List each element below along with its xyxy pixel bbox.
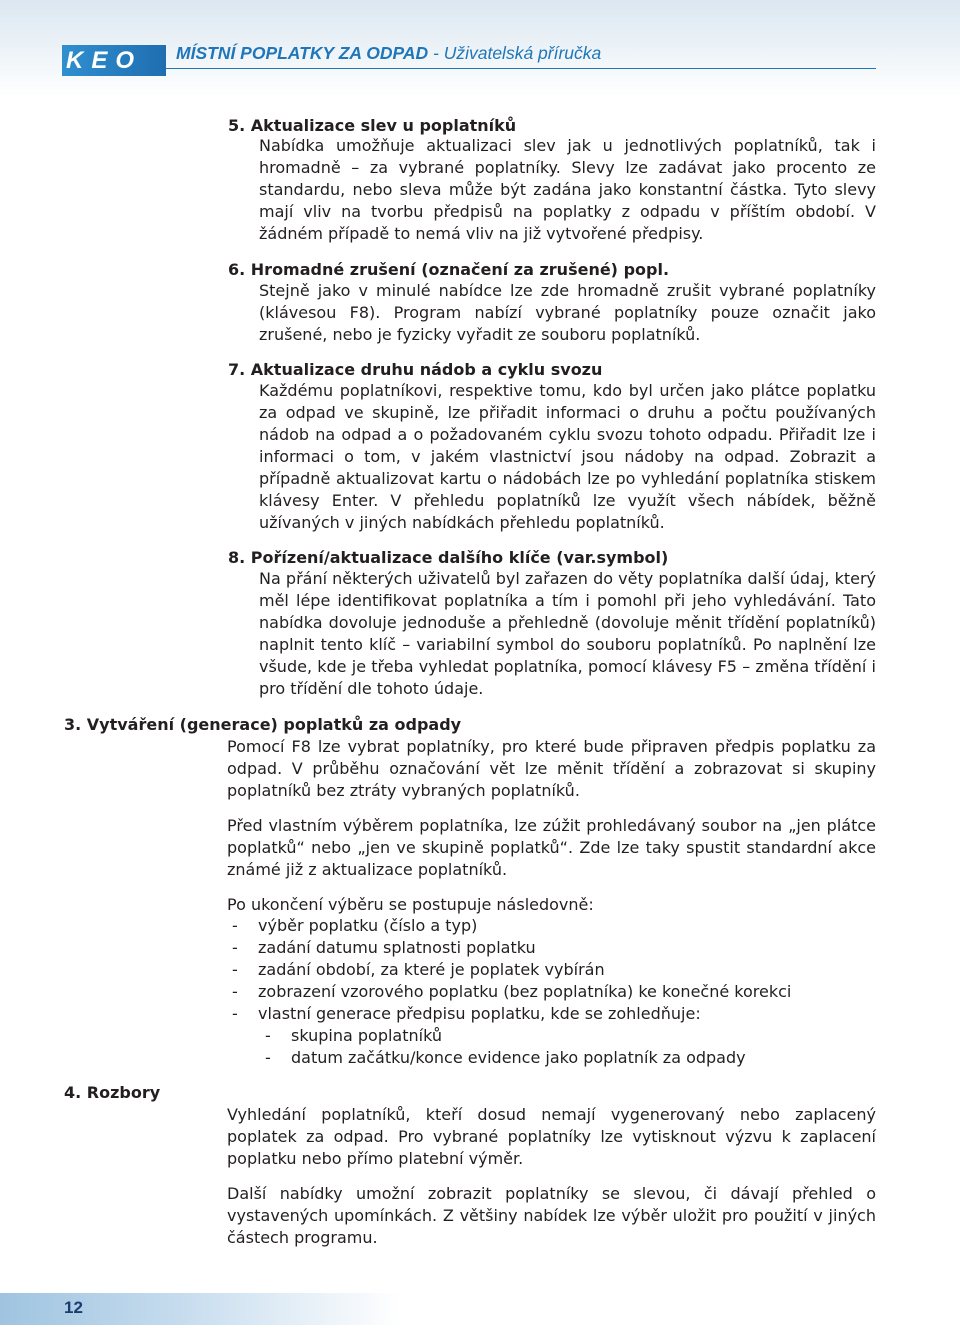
section-7-body: Každému poplatníkovi, respektive tomu, kdo byl určen jako plátce poplatku za odpad ve skupině, lze přiřadit informaci o druhu a počtu používaných nádob na odpad a o požadovaném cyklu svozu tohoto odpadu. Přiřadit lze i informaci o tom, v jakém vlastnictví jsou nádoby na odpad. Zobrazit a případně aktualizovat kartu o nádobách lze po vyhledání poplatníka stiskem klávesy Enter. V přehledu poplatníků lze využít všech nábídek, běžně užívaných v jiných nabídkách přehledu poplatníků. [259,381,876,532]
logo-text: KEO [66,47,143,74]
section-6-heading: 6. Hromadné zrušení (označení za zrušené) popl. [228,260,670,279]
section-3-heading: 3. Vytváření (generace) poplatků za odpady [64,715,462,734]
section-5-heading: 5. Aktualizace slev u poplatníků [228,116,517,135]
section-4-para-2: Další nabídky umožní zobrazit poplatníky se slevou, či dávají přehled o vystavených upomínkách. Z většiny nabídek lze výběr uložit pro použití v jiných částech programu. [227,1184,876,1247]
page-number: 12 [64,1298,83,1317]
section-8-heading: 8. Pořízení/aktualizace dalšího klíče (var.symbol) [228,548,669,567]
section-3-para-2: Před vlastním výběrem poplatníka, lze zúžit prohledávaný soubor na „jen plátce poplatků“ nebo „jen ve skupině poplatků“. Zde lze taky spustit standardní akce známé již z aktualizace poplatníků. [227,816,876,879]
section-3-para-3: Po ukončení výběru se postupuje následovně: [227,895,594,914]
title-separator: - [428,43,444,63]
section-3-para-1: Pomocí F8 lze vybrat poplatníky, pro které bude připraven předpis poplatku za odpad. V průběhu označování vět lze měnit třídění a zobrazovat si skupiny poplatníků bez ztráty vybraných poplatníků. [227,737,876,800]
title-main: MÍSTNÍ POPLATKY ZA ODPAD [176,43,429,63]
header-rule [166,68,876,69]
section-7-heading: 7. Aktualizace druhu nádob a cyklu svozu [228,360,603,379]
section-4-heading: 4. Rozbory [64,1083,161,1102]
section-5-body: Nabídka umožňuje aktualizaci slev jak u jednotlivých poplatníků, tak i hromadně – za vybrané poplatníky. Slevy lze zadávat jako procento ze standardu, nebo sleva může být zadána jako konstantní částka. Tyto slevy mají vliv na tvorbu předpisů na poplatky z odpadu v příštím období. V žádném případě to nemá vliv na již vytvořené předpisy. [259,136,876,243]
document-title [176,43,601,64]
title-sub: Uživatelská příručka [443,43,602,63]
section-8-body: Na přání některých uživatelů byl zařazen do věty poplatníka další údaj, který měl lépe identifikovat poplatníka a tím i pomohl při jeho vyhledávání. Tato nabídka dovoluje jednoduše a přehledně (dovoluje měnit třídění poplatníků) naplnit tento klíč – variabilní symbol do souboru poplatníků. Po naplnění lze všude, kde je třeba vyhledat poplatníka, pomocí klávesy F5 – změna třídění i pro třídění dle tohoto údaje. [259,569,876,698]
footer-band [0,1293,400,1325]
section-4-para-1: Vyhledání poplatníků, kteří dosud nemají vygenerovaný nebo zaplacený poplatek za odpad. Pro vybrané poplatníky lze vytisknout výzvu k zaplacení poplatku nebo přímo platební výměr. [227,1105,876,1168]
section-6-body: Stejně jako v minulé nabídce lze zde hromadně zrušit vybrané poplatníky (klávesou F8). Program nabízí vybrané poplatníky pouze označit jako zrušené, nebo je fyzicky vyřadit ze souboru poplatníků. [259,281,876,344]
keo-logo [62,45,166,76]
